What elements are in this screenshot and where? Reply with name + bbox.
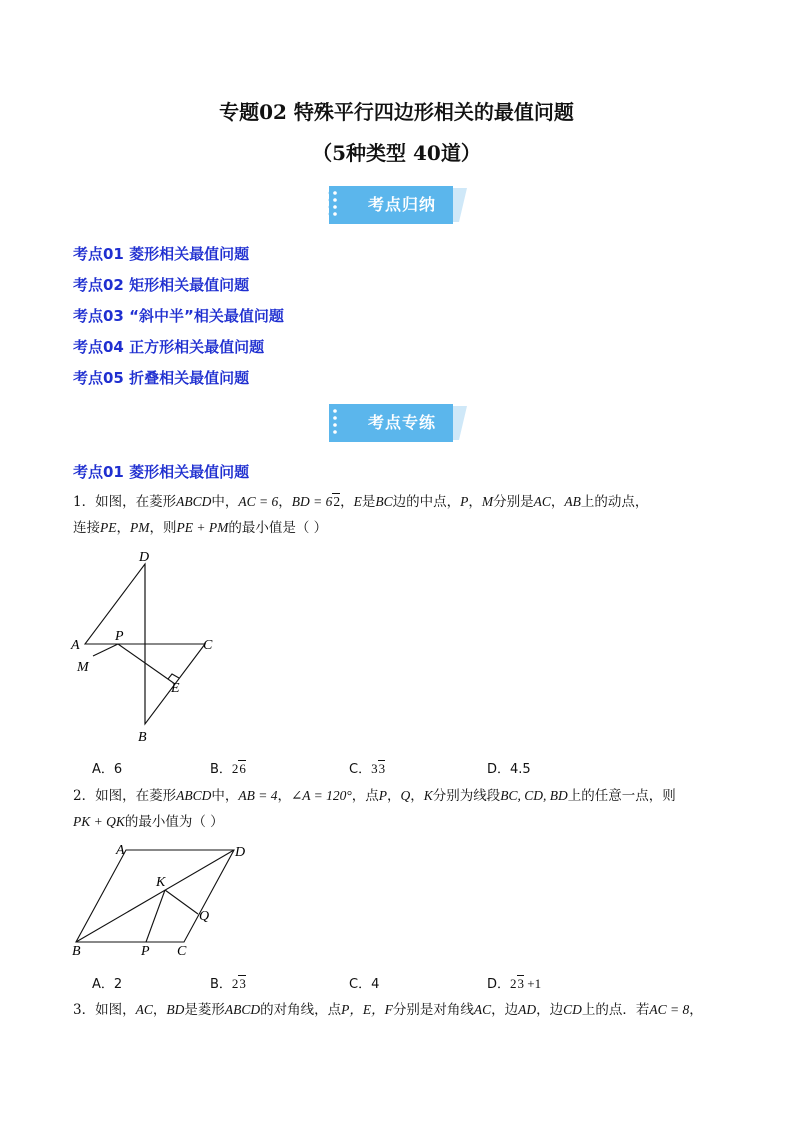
fig1-label-d: D [139,550,150,565]
fig1-label-b: B [138,730,147,745]
page-title: 专题02 特殊平行四边形相关的最值问题 [219,100,574,124]
q2-option-a[interactable]: A．2 [92,977,123,992]
toc-item-1[interactable]: 考点01 菱形相关最值问题 [73,245,250,263]
summary-banner [327,186,467,224]
fig1-label-e: E [171,681,180,696]
fig2-label-k: K [156,875,166,890]
fig2-label-b: B [72,944,81,959]
section-heading: 考点01 菱形相关最值问题 [73,463,250,481]
question-1-text: 1．如图，在菱形ABCD中，AC = 6，BD = 62，E是BC边的中点，P，M分别是AC，AB上的动点， 连接PE，PM，则PE + PM的最小值是（ ） [73,494,649,536]
toc-item-3[interactable]: 考点03 “斜中半”相关最值问题 [73,307,284,325]
fig1-label-a: A [71,638,80,653]
summary-banner-label: 考点归纳 [367,195,436,214]
question-3-text: 3．如图，AC，BD是菱形ABCD的对角线，点P，E，F分别是对角线AC，边AD，边CD上的点．若AC = 8， [73,1002,703,1018]
fig1-label-p: P [115,629,124,644]
q2-option-b[interactable]: B．23 [210,976,246,992]
q2-option-d[interactable]: D．23 +1 [487,976,542,992]
toc-item-4[interactable]: 考点04 正方形相关最值问题 [73,338,265,356]
question-2-text: 2．如图，在菱形ABCD中，AB = 4，∠A = 120°，点P，Q，K分别为线段BC, CD, BD上的任意一点，则 PK + QK的最小值为（ ） [73,788,676,830]
q1-option-c[interactable]: C．33 [349,761,386,777]
fig1-label-m: M [77,660,89,675]
fig2-label-q: Q [199,909,210,924]
fig1-label-c: C [203,638,213,653]
toc-item-2[interactable]: 考点02 矩形相关最值问题 [73,276,250,294]
question-2-figure [68,838,268,963]
fig2-label-d: D [235,845,246,860]
q2-option-c[interactable]: C．4 [349,977,380,992]
q1-option-a[interactable]: A．6 [92,762,123,777]
practice-banner [327,404,467,442]
fig2-label-c: C [177,944,187,959]
q1-option-b[interactable]: B．26 [210,761,246,777]
q1-option-d[interactable]: D．4.5 [487,762,531,777]
fig2-label-p: P [141,944,150,959]
page-subtitle: （5种类型 40道） [312,141,481,165]
fig2-label-a: A [116,843,125,858]
toc-item-5[interactable]: 考点05 折叠相关最值问题 [73,369,250,387]
practice-banner-label: 考点专练 [367,413,436,432]
question-1-figure [68,548,228,748]
